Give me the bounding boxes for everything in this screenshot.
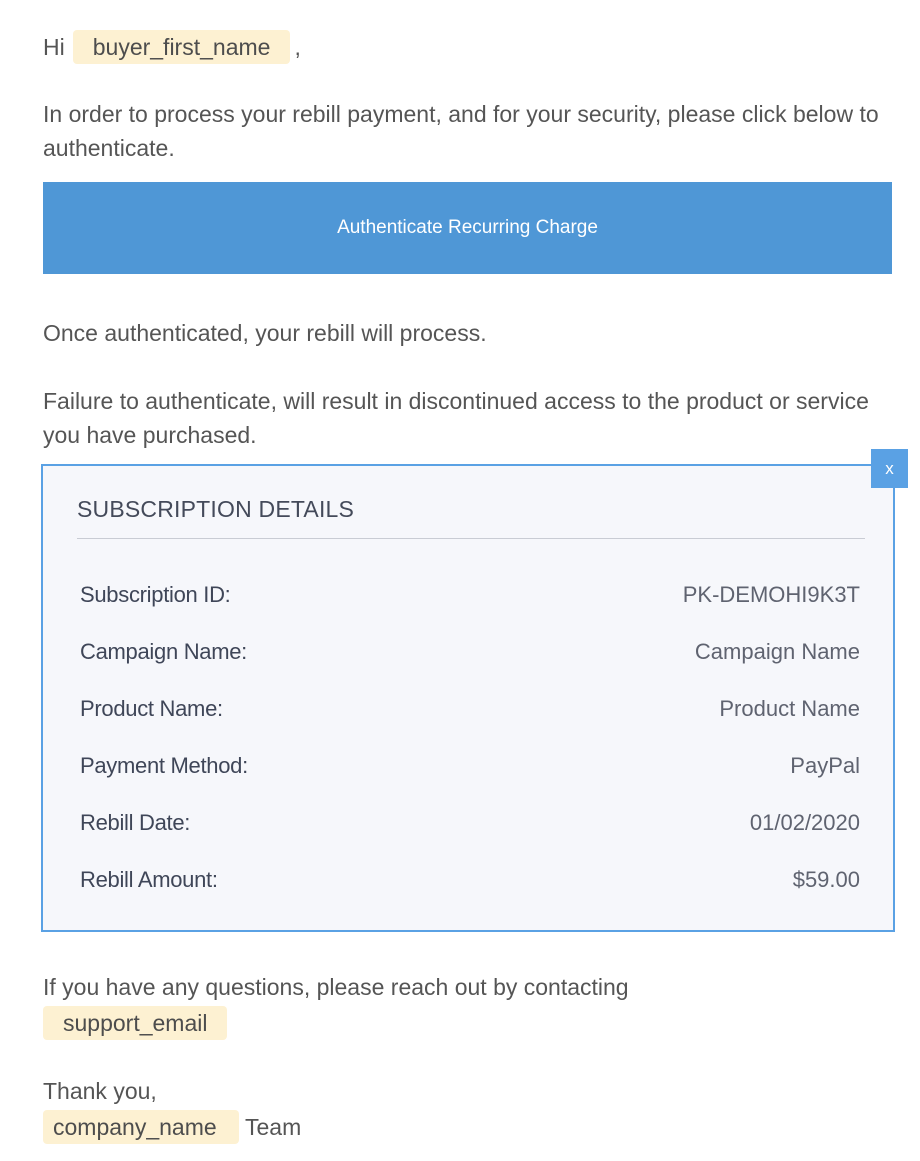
team-label: Team [245, 1114, 302, 1140]
close-block-button[interactable] [871, 449, 908, 488]
row-value: PK-DEMOHI9K3T [682, 582, 860, 607]
row-value: $59.00 [792, 867, 860, 892]
greeting-suffix: , [294, 34, 301, 60]
authenticate-button[interactable] [43, 182, 892, 274]
row-label: Campaign Name: [80, 639, 247, 664]
row-label: Rebill Date: [80, 810, 191, 835]
subscription-id-row [80, 578, 860, 612]
greeting-line [43, 30, 883, 64]
support-email-merge-tag[interactable]: support_email [43, 1006, 227, 1040]
authenticate-button-label: Authenticate Recurring Charge [337, 217, 598, 238]
row-value: 01/02/2020 [749, 810, 860, 835]
campaign-name-row [80, 635, 860, 669]
questions-text-block [43, 970, 883, 1040]
greeting-prefix: Hi [43, 34, 65, 60]
details-divider [77, 538, 865, 539]
rebill-amount-row [80, 863, 860, 897]
row-value: Product Name [719, 696, 860, 721]
row-label: Payment Method: [80, 753, 248, 778]
close-icon: x [885, 458, 894, 478]
rebill-date-row [80, 806, 860, 840]
row-label: Rebill Amount: [80, 867, 218, 892]
intro-text: In order to process your rebill payment, and for your security, please click below to authenticate. [43, 101, 879, 161]
row-value: Campaign Name [694, 639, 860, 664]
payment-method-row [80, 749, 860, 783]
row-value: PayPal [790, 753, 860, 778]
failure-warning-text: Failure to authenticate, will result in discontinued access to the product or service you have purchased. [43, 388, 869, 448]
subscription-details-title: SUBSCRIPTION DETAILS [77, 496, 355, 522]
row-label: Subscription ID: [80, 582, 231, 607]
questions-text: If you have any questions, please reach out by contacting [43, 974, 629, 1000]
subscription-details-box[interactable] [41, 464, 895, 932]
team-signature [43, 1110, 883, 1144]
thank-you-text: Thank you, [43, 1078, 157, 1104]
once-authenticated-text: Once authenticated, your rebill will process. [43, 320, 487, 346]
product-name-row [80, 692, 860, 726]
row-label: Product Name: [80, 696, 223, 721]
buyer-name-merge-tag[interactable]: buyer_first_name [73, 30, 291, 64]
company-name-merge-tag[interactable]: company_name [43, 1110, 239, 1144]
